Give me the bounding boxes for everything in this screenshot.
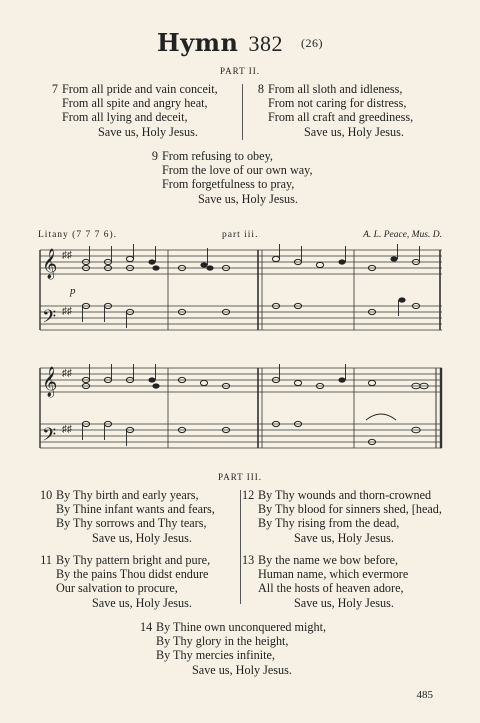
verse-line: By the name we bow before,: [258, 553, 399, 567]
verse-refrain: Save us, Holy Jesus.: [192, 662, 292, 677]
verse-10: [40, 488, 215, 545]
verse-line: By Thy wounds and thorn-crowned: [258, 488, 432, 502]
svg-text:♯♯: ♯♯: [62, 368, 72, 379]
column-divider: [240, 490, 241, 604]
verse-14: [140, 620, 326, 677]
verse-12: [242, 488, 442, 545]
page-number: 485: [416, 689, 433, 701]
part-ii-heading: PART II.: [220, 66, 260, 76]
verse-line: From all lying and deceit,: [62, 110, 188, 125]
verse-line: From all craft and greediness,: [268, 110, 414, 125]
tune-name: Litany (7 7 7 6).: [38, 230, 118, 240]
verse-line: Human name, which evermore: [258, 567, 409, 582]
svg-text:𝄞: 𝄞: [42, 367, 58, 397]
svg-text:𝄞: 𝄞: [42, 249, 58, 279]
verse-number: 9: [151, 149, 158, 163]
verse-number: 12: [242, 488, 255, 502]
verse-refrain: Save us, Holy Jesus.: [304, 124, 404, 139]
part-iii-heading: PART III.: [218, 472, 262, 482]
verse-number: 13: [242, 553, 255, 567]
verse-7: [46, 82, 218, 139]
svg-text:𝄢: 𝄢: [42, 425, 57, 450]
hymn-title: [0, 28, 480, 57]
verse-line: By the pains Thou didst endure: [56, 567, 209, 582]
svg-text:♯♯: ♯♯: [62, 424, 72, 435]
verse-refrain: Save us, Holy Jesus.: [294, 595, 394, 610]
verse-number: 7: [51, 82, 58, 96]
verse-number: 14: [140, 620, 153, 634]
music-system-2: [36, 360, 446, 460]
verse-refrain: Save us, Holy Jesus.: [92, 530, 192, 545]
svg-text:𝄢: 𝄢: [42, 307, 57, 332]
verse-line: All the hosts of heaven adore,: [258, 581, 404, 596]
verse-line: From all pride and vain conceit,: [62, 82, 218, 96]
verse-line: Our salvation to procure,: [56, 581, 178, 596]
verse-line: By Thine infant wants and fears,: [56, 502, 215, 517]
music-system-1: [36, 242, 446, 342]
verse-line: From all sloth and idleness,: [268, 82, 403, 96]
svg-text:p: p: [70, 285, 76, 297]
verse-line: From all spite and angry heat,: [62, 96, 208, 111]
tune-part: part iii.: [222, 230, 259, 240]
verse-line: From not caring for distress,: [268, 96, 407, 111]
verse-number: 11: [40, 553, 52, 567]
verse-line: By Thine own unconquered might,: [156, 620, 327, 634]
verse-refrain: Save us, Holy Jesus.: [98, 124, 198, 139]
verse-9: [146, 149, 313, 206]
verse-refrain: Save us, Holy Jesus.: [294, 530, 394, 545]
verse-number: 10: [40, 488, 53, 502]
verse-refrain: Save us, Holy Jesus.: [92, 595, 192, 610]
column-divider: [242, 84, 243, 140]
verse-line: By Thy pattern bright and pure,: [56, 553, 211, 567]
title-word: Hymn: [157, 28, 239, 57]
verse-number: 8: [257, 82, 264, 96]
verse-line: By Thy mercies infinite,: [156, 648, 275, 663]
verse-line: From forgetfulness to pray,: [162, 177, 295, 192]
verse-line: By Thy sorrows and Thy tears,: [56, 516, 207, 531]
verse-line: From the love of our own way,: [162, 163, 313, 178]
svg-text:♯♯: ♯♯: [62, 250, 72, 261]
verse-11: [40, 553, 210, 610]
tune-composer: A. L. Peace, Mus. D.: [363, 230, 442, 240]
verse-refrain: Save us, Holy Jesus.: [198, 191, 298, 206]
verse-line: By Thy blood for sinners shed, [head,: [258, 502, 442, 517]
svg-text:♯♯: ♯♯: [62, 306, 72, 317]
verse-line: By Thy glory in the height,: [156, 634, 289, 649]
verse-8: [252, 82, 413, 139]
verse-line: By Thy birth and early years,: [56, 488, 199, 502]
verse-13: [242, 553, 408, 610]
alt-number: (26): [300, 36, 323, 50]
hymn-number: 382: [248, 31, 283, 56]
verse-line: By Thy rising from the dead,: [258, 516, 400, 531]
verse-line: From refusing to obey,: [162, 149, 273, 163]
